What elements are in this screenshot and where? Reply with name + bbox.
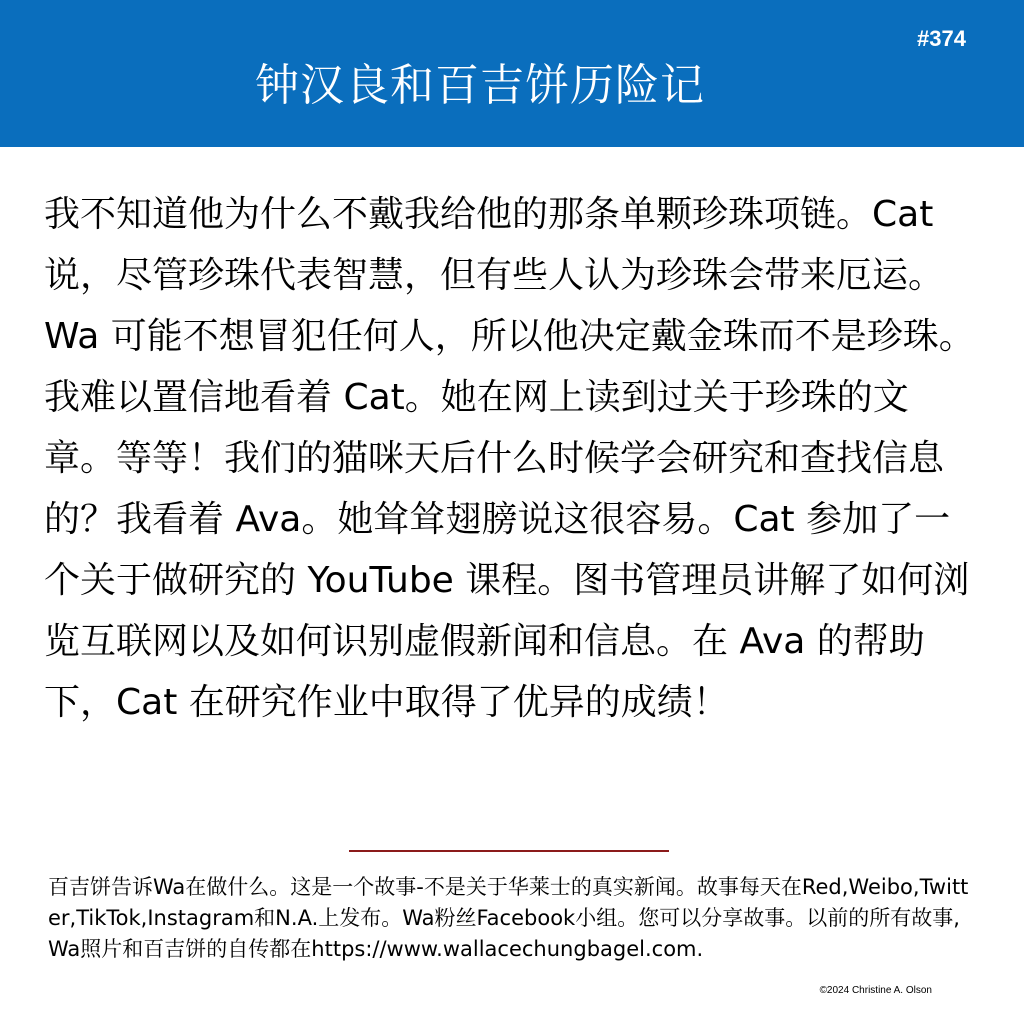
header-banner bbox=[0, 0, 1024, 147]
footer-divider bbox=[349, 850, 669, 852]
story-text: 我不知道他为什么不戴我给他的那条单颗珍珠项链。Cat 说，尽管珍珠代表智慧，但有些人认为珍珠会带来厄运。Wa 可能不想冒犯任何人，所以他决定戴金珠而不是珍珠。我难以置信地看着 Cat。她在网上读到过关于珍珠的文章。等等！我们的猫咪天后什么时候学会研究和查找信息的？我看着 Ava。她耸耸翅膀说这很容易。Cat 参加了一个关于做研究的 YouTube 课程。图书管理员讲解了如何浏览互联网以及如何识别虚假新闻和信息。在 Ava 的帮助下，Cat 在研究作业中取得了优异的成绩！ bbox=[44, 194, 975, 723]
footer-note: 百吉饼告诉Wa在做什么。这是一个故事-不是关于华莱士的真实新闻。故事每天在Red,Weibo,Twitter,TikTok,Instagram和N.A.上发布。Wa粉丝Facebook小组。您可以分享故事。以前的所有故事,Wa照片和百吉饼的自传都在https://www.wallacechungbagel.com. bbox=[48, 875, 969, 961]
copyright-notice: ©2024 Christine A. Olson bbox=[819, 985, 932, 996]
page-title: 钟汉良和百吉饼历险记 bbox=[255, 60, 705, 111]
episode-number: #374 bbox=[917, 26, 966, 51]
